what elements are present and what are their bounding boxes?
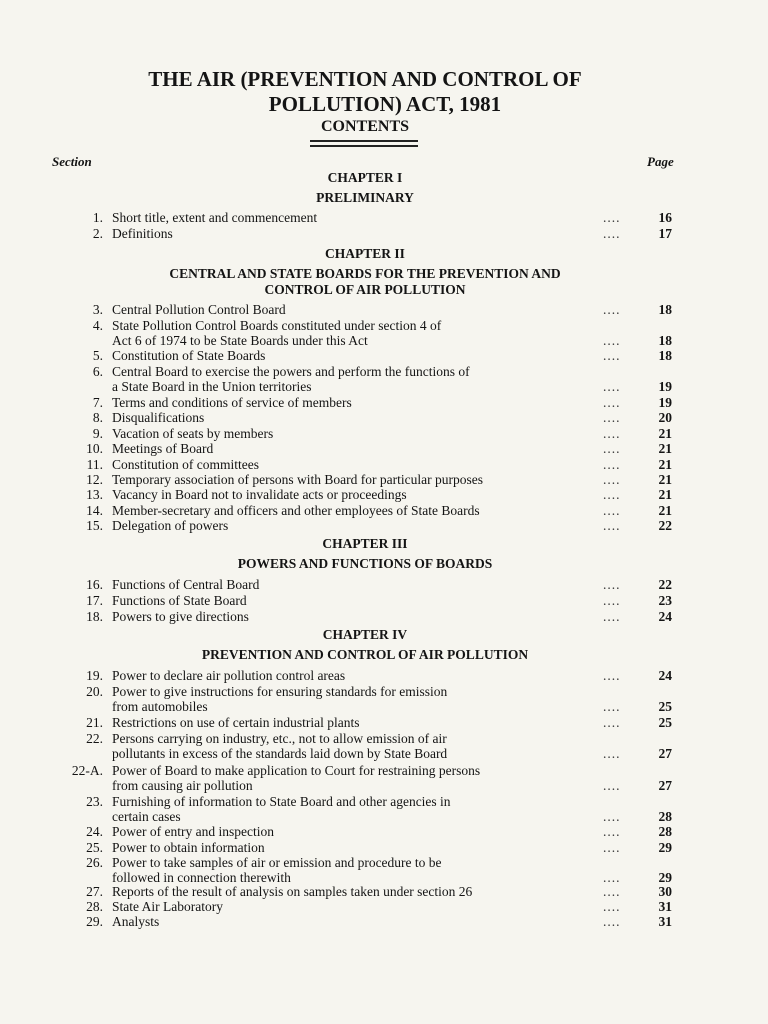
leader-dots: .... xyxy=(603,348,621,363)
section-number: 27. xyxy=(86,884,103,899)
section-title-continued: from automobiles xyxy=(112,699,208,714)
page-number: 21 xyxy=(658,426,672,441)
section-number: 29. xyxy=(86,914,103,929)
page-number: 28 xyxy=(658,824,672,839)
contents-entry xyxy=(0,899,760,915)
leader-dots: .... xyxy=(603,333,621,348)
section-number: 21. xyxy=(86,715,103,730)
page-number: 31 xyxy=(658,914,672,929)
section-title: Meetings of Board xyxy=(112,441,214,456)
page-number: 31 xyxy=(658,899,672,914)
leader-dots: .... xyxy=(603,472,621,487)
page-number: 18 xyxy=(658,333,672,348)
section-title: Power of entry and inspection xyxy=(112,824,274,839)
contents-entry xyxy=(0,348,760,364)
contents-entry xyxy=(0,763,760,793)
leader-dots: .... xyxy=(603,715,621,730)
section-title: State Pollution Control Boards constituted under section 4 of xyxy=(112,318,442,333)
section-title: Central Board to exercise the powers and perform the functions of xyxy=(112,364,470,379)
section-title-continued: certain cases xyxy=(112,809,181,824)
contents-entry xyxy=(0,210,760,226)
section-number: 2. xyxy=(92,226,103,241)
chapter-heading: CHAPTER I xyxy=(327,170,403,185)
page-number: 28 xyxy=(658,809,672,824)
contents-entry xyxy=(0,794,760,824)
contents-entry xyxy=(0,731,760,761)
contents-heading: CONTENTS xyxy=(320,118,410,135)
section-number: 9. xyxy=(92,426,103,441)
section-title: Reports of the result of analysis on samples taken under section 26 xyxy=(112,884,473,899)
contents-entry xyxy=(0,684,760,714)
section-number: 25. xyxy=(86,840,103,855)
section-title: Functions of Central Board xyxy=(112,577,260,592)
leader-dots: .... xyxy=(603,809,621,824)
section-title: Power to give instructions for ensuring standards for emission xyxy=(112,684,448,699)
contents-entry xyxy=(0,487,760,503)
section-number: 7. xyxy=(92,395,103,410)
leader-dots: .... xyxy=(603,593,621,608)
section-number: 8. xyxy=(92,410,103,425)
section-title: Central Pollution Control Board xyxy=(112,302,286,317)
leader-dots: .... xyxy=(603,824,621,839)
leader-dots: .... xyxy=(603,457,621,472)
page-number: 21 xyxy=(658,487,672,502)
leader-dots: .... xyxy=(603,302,621,317)
document-title-line1: THE AIR (PREVENTION AND CONTROL OF xyxy=(148,67,582,91)
section-title: Vacancy in Board not to invalidate acts or proceedings xyxy=(112,487,407,502)
page-number: 25 xyxy=(658,699,672,714)
leader-dots: .... xyxy=(603,746,621,761)
section-number: 1. xyxy=(92,210,103,225)
leader-dots: .... xyxy=(603,395,621,410)
section-number: 28. xyxy=(86,899,103,914)
leader-dots: .... xyxy=(603,426,621,441)
page-number: 18 xyxy=(658,348,672,363)
section-title: Powers to give directions xyxy=(112,609,249,624)
section-title-continued: followed in connection therewith xyxy=(112,870,291,885)
contents-entry xyxy=(0,593,760,609)
leader-dots: .... xyxy=(603,870,621,885)
page-number: 21 xyxy=(658,503,672,518)
leader-dots: .... xyxy=(603,778,621,793)
contents-entry xyxy=(0,840,760,856)
section-title: Functions of State Board xyxy=(112,593,247,608)
leader-dots: .... xyxy=(603,210,621,225)
section-number: 20. xyxy=(86,684,103,699)
chapter-heading: CHAPTER III xyxy=(322,536,408,551)
section-number: 24. xyxy=(86,824,103,839)
section-title: Definitions xyxy=(112,226,173,241)
section-title: Terms and conditions of service of members xyxy=(112,395,352,410)
leader-dots: .... xyxy=(603,410,621,425)
page-number: 21 xyxy=(658,472,672,487)
section-number: 10. xyxy=(86,441,103,456)
section-title: Furnishing of information to State Board and other agencies in xyxy=(112,794,451,809)
contents-entry xyxy=(0,441,760,457)
section-title: Short title, extent and commencement xyxy=(112,210,318,225)
contents-entry xyxy=(0,668,760,684)
section-title: Constitution of committees xyxy=(112,457,259,472)
document-title-line2: POLLUTION) ACT, 1981 xyxy=(268,92,502,116)
section-number: 13. xyxy=(86,487,103,502)
section-number: 3. xyxy=(92,302,103,317)
section-title: Restrictions on use of certain industrial plants xyxy=(112,715,360,730)
page-number: 27 xyxy=(658,778,672,793)
leader-dots: .... xyxy=(603,914,621,929)
leader-dots: .... xyxy=(603,699,621,714)
section-number: 23. xyxy=(86,794,103,809)
page-number: 27 xyxy=(658,746,672,761)
page-number: 24 xyxy=(658,609,672,624)
leader-dots: .... xyxy=(603,577,621,592)
page-number: 23 xyxy=(658,593,672,608)
contents-entry xyxy=(0,226,760,242)
contents-entry xyxy=(0,410,760,426)
page-number: 19 xyxy=(658,395,672,410)
leader-dots: .... xyxy=(603,518,621,533)
contents-entry xyxy=(0,855,760,885)
contents-entry xyxy=(0,318,760,348)
section-number: 17. xyxy=(86,593,103,608)
contents-entry xyxy=(0,609,760,625)
contents-entry xyxy=(0,914,760,930)
section-number: 15. xyxy=(86,518,103,533)
page-number: 24 xyxy=(658,668,672,683)
section-number: 16. xyxy=(86,577,103,592)
section-number: 19. xyxy=(86,668,103,683)
section-title: Constitution of State Boards xyxy=(112,348,266,363)
section-title: Power of Board to make application to Court for restraining persons xyxy=(112,763,481,778)
contents-entry xyxy=(0,472,760,488)
contents-entry xyxy=(0,457,760,473)
chapter-title: POWERS AND FUNCTIONS OF BOARDS xyxy=(237,556,493,571)
section-number: 14. xyxy=(86,503,103,518)
leader-dots: .... xyxy=(603,840,621,855)
chapter-heading: CHAPTER II xyxy=(325,246,405,261)
section-title-continued: a State Board in the Union territories xyxy=(112,379,312,394)
chapter-heading: CHAPTER IV xyxy=(322,627,408,642)
page-number: 21 xyxy=(658,441,672,456)
page-number: 30 xyxy=(658,884,672,899)
leader-dots: .... xyxy=(603,441,621,456)
page-number: 18 xyxy=(658,302,672,317)
section-title: Temporary association of persons with Board for particular purposes xyxy=(112,472,483,487)
contents-entry xyxy=(0,302,760,318)
contents-entry xyxy=(0,577,760,593)
page-number: 22 xyxy=(658,577,672,592)
section-number: 5. xyxy=(92,348,103,363)
section-number: 26. xyxy=(86,855,103,870)
contents-entry xyxy=(0,364,760,394)
page-number: 17 xyxy=(658,226,672,241)
section-title: Vacation of seats by members xyxy=(112,426,274,441)
page-number: 20 xyxy=(658,410,672,425)
section-title-continued: Act 6 of 1974 to be State Boards under this Act xyxy=(112,333,368,348)
contents-entry xyxy=(0,503,760,519)
chapter-title: CONTROL OF AIR POLLUTION xyxy=(264,282,466,297)
section-title: Power to declare air pollution control areas xyxy=(112,668,346,683)
heading-rule xyxy=(310,145,418,147)
section-title-continued: from causing air pollution xyxy=(112,778,253,793)
section-number: 22-A. xyxy=(71,763,103,778)
section-title: Disqualifications xyxy=(112,410,205,425)
section-title: Persons carrying on industry, etc., not to allow emission of air xyxy=(112,731,447,746)
leader-dots: .... xyxy=(603,899,621,914)
section-title: Power to obtain information xyxy=(112,840,265,855)
leader-dots: .... xyxy=(603,379,621,394)
contents-entry xyxy=(0,884,760,900)
leader-dots: .... xyxy=(603,503,621,518)
leader-dots: .... xyxy=(603,609,621,624)
contents-entry xyxy=(0,395,760,411)
section-number: 22. xyxy=(86,731,103,746)
page-number: 21 xyxy=(658,457,672,472)
section-title: Analysts xyxy=(112,914,160,929)
leader-dots: .... xyxy=(603,884,621,899)
leader-dots: .... xyxy=(603,226,621,241)
chapter-title: PREVENTION AND CONTROL OF AIR POLLUTION xyxy=(201,647,529,662)
chapter-title: CENTRAL AND STATE BOARDS FOR THE PREVENTION AND xyxy=(169,266,561,281)
contents-entry xyxy=(0,518,760,534)
chapter-title: PRELIMINARY xyxy=(316,190,414,205)
section-number: 11. xyxy=(86,457,103,472)
section-title: Member-secretary and officers and other employees of State Boards xyxy=(112,503,480,518)
section-title-continued: pollutants in excess of the standards laid down by State Board xyxy=(112,746,448,761)
page-number: 29 xyxy=(658,870,672,885)
section-number: 18. xyxy=(86,609,103,624)
section-column-label: Section xyxy=(52,154,92,169)
section-title: Delegation of powers xyxy=(112,518,229,533)
section-number: 12. xyxy=(86,472,103,487)
section-title: Power to take samples of air or emission and procedure to be xyxy=(112,855,442,870)
page-number: 29 xyxy=(658,840,672,855)
page-column-label: Page xyxy=(647,154,674,169)
heading-rule xyxy=(310,140,418,142)
page-number: 19 xyxy=(658,379,672,394)
contents-entry xyxy=(0,715,760,731)
page-number: 25 xyxy=(658,715,672,730)
section-number: 6. xyxy=(92,364,103,379)
section-title: State Air Laboratory xyxy=(112,899,223,914)
contents-entry xyxy=(0,824,760,840)
leader-dots: .... xyxy=(603,487,621,502)
leader-dots: .... xyxy=(603,668,621,683)
section-number: 4. xyxy=(92,318,103,333)
page-number: 16 xyxy=(658,210,672,225)
page-number: 22 xyxy=(658,518,672,533)
contents-entry xyxy=(0,426,760,442)
